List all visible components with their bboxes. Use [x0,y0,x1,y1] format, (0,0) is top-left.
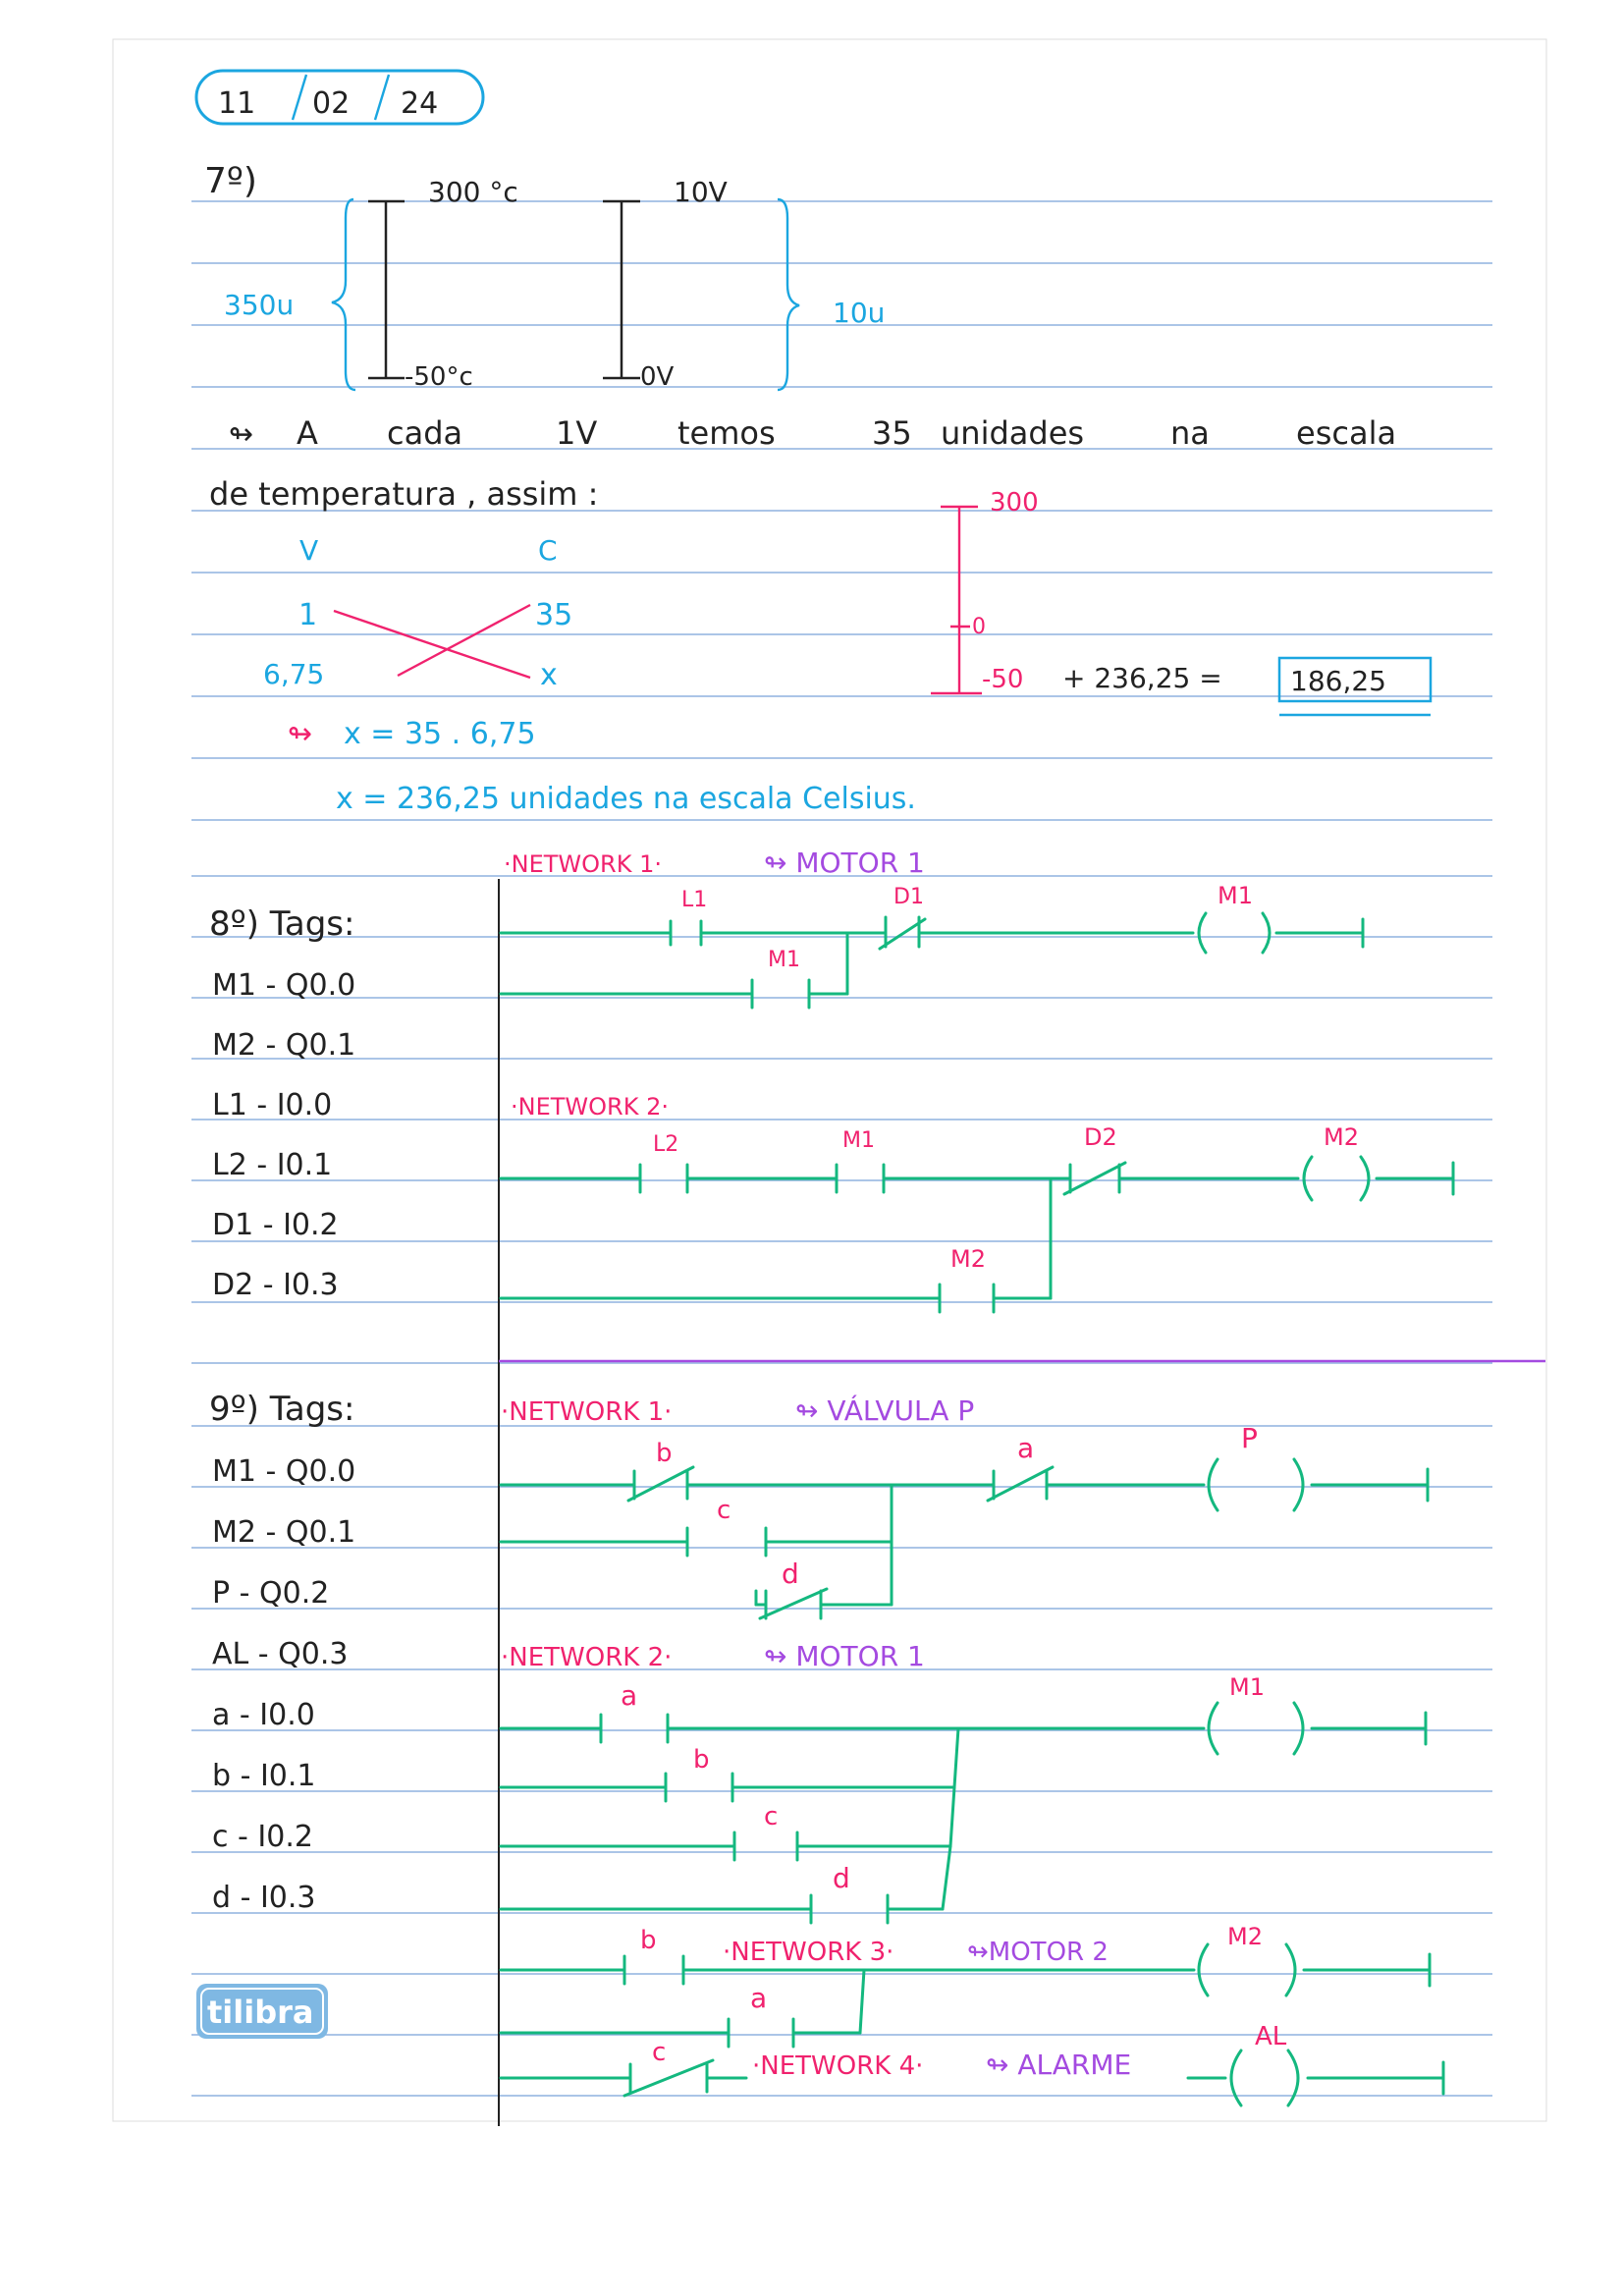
statement-word: cada [387,414,463,452]
q8-number: 8º) Tags: [209,904,355,944]
coil-label: M2 [1227,1923,1263,1950]
contact-label: c [764,1802,779,1831]
coil-label: P [1241,1422,1258,1454]
tilibra-logo [196,1984,328,2039]
network-title: ·NETWORK 3· [723,1938,894,1967]
coil-label: M2 [1324,1123,1359,1151]
tag-item: b - I0.1 [212,1759,316,1793]
network-title: ·NETWORK 1· [501,1397,673,1427]
contact-label: d [782,1558,799,1590]
tag-item: M2 - Q0.1 [212,1028,356,1063]
tag-item: d - I0.3 [212,1881,316,1915]
statement-word: na [1170,414,1210,452]
scale-bottom: -50 [982,665,1024,694]
volt-low: 0V [640,362,675,392]
coil-label: M1 [1229,1673,1265,1701]
equation-2: x = 236,25 unidades na escala Celsius. [336,782,916,816]
statement-word: temos [677,414,776,452]
temp-low: -50°c [405,362,473,392]
network-title: ·NETWORK 2· [511,1093,669,1121]
contact-label: b [640,1926,657,1955]
rule-v1: 1 [298,598,318,632]
date-year: 24 [401,86,439,121]
network-desc: ↬ ALARME [986,2049,1132,2081]
coil-label: AL [1255,2022,1287,2051]
statement-word: 1V [556,414,598,452]
contact-label: M1 [768,948,800,972]
tag-item: M1 - Q0.0 [212,1454,356,1489]
contact-label: a [1017,1432,1035,1464]
tag-item: L1 - I0.0 [212,1088,333,1122]
brand-text: tilibra [207,1994,314,2031]
rule-c1: 35 [535,598,573,632]
rule-col-v: V [299,534,319,567]
eq1-arrow: ↬ [288,717,313,751]
q7-number: 7º) [204,161,257,201]
tag-item: L2 - I0.1 [212,1148,333,1182]
tag-item: D1 - I0.2 [212,1208,339,1242]
contact-label: b [693,1745,710,1775]
contact-label: a [750,1982,768,2014]
contact-label: c [652,2038,667,2067]
contact-label: d [833,1862,850,1894]
contact-label: M2 [950,1245,986,1273]
network-desc: ↬ VÁLVULA P [795,1394,975,1427]
tag-item: P - Q0.2 [212,1576,330,1611]
network-title: ·NETWORK 2· [501,1643,673,1672]
tag-item: D2 - I0.3 [212,1268,339,1302]
scale-result: 186,25 [1290,665,1386,697]
contact-label: b [656,1439,673,1468]
temp-high: 300 °c [428,176,518,208]
scale-sum: + 236,25 = [1062,662,1222,694]
statement-word: unidades [941,414,1085,452]
network-title: ·NETWORK 1· [504,850,662,878]
statement-word: 35 [872,414,912,452]
scale-mid: 0 [972,615,986,639]
tag-item: M1 - Q0.0 [212,968,356,1003]
scale-top: 300 [990,488,1039,518]
statement-line-2: de temperatura , assim : [209,475,599,513]
q9-number: 9º) Tags: [209,1390,355,1429]
network-desc: ↬ MOTOR 1 [764,1640,925,1672]
statement-word: escala [1296,414,1397,452]
rule-col-c: C [538,534,558,567]
tag-item: a - I0.0 [212,1698,315,1732]
contact-label: M1 [842,1128,875,1153]
contact-label: L1 [681,888,708,912]
volt-high: 10V [674,176,728,208]
contact-label: D2 [1084,1123,1117,1151]
rule-c2: x [540,658,558,692]
tag-item: AL - Q0.3 [212,1637,349,1671]
contact-label: D1 [893,885,924,909]
rule-v2: 6,75 [263,658,325,690]
contact-label: L2 [653,1132,679,1157]
statement-word: A [297,414,318,452]
network-desc: ↬MOTOR 2 [967,1938,1109,1967]
contact-label: a [621,1679,638,1712]
span-temp: 350u [224,289,295,321]
network-title: ·NETWORK 4· [752,2051,924,2081]
span-volt: 10u [833,297,886,329]
eq1-text: x = 35 . 6,75 [344,717,536,751]
date-month: 02 [312,86,351,121]
date-day: 11 [218,86,256,121]
coil-label: M1 [1218,882,1253,909]
network-desc: ↬ MOTOR 1 [764,847,925,879]
statement-word: ↬ [229,417,254,452]
contact-label: c [717,1496,731,1525]
tag-item: c - I0.2 [212,1820,313,1854]
tag-item: M2 - Q0.1 [212,1515,356,1550]
